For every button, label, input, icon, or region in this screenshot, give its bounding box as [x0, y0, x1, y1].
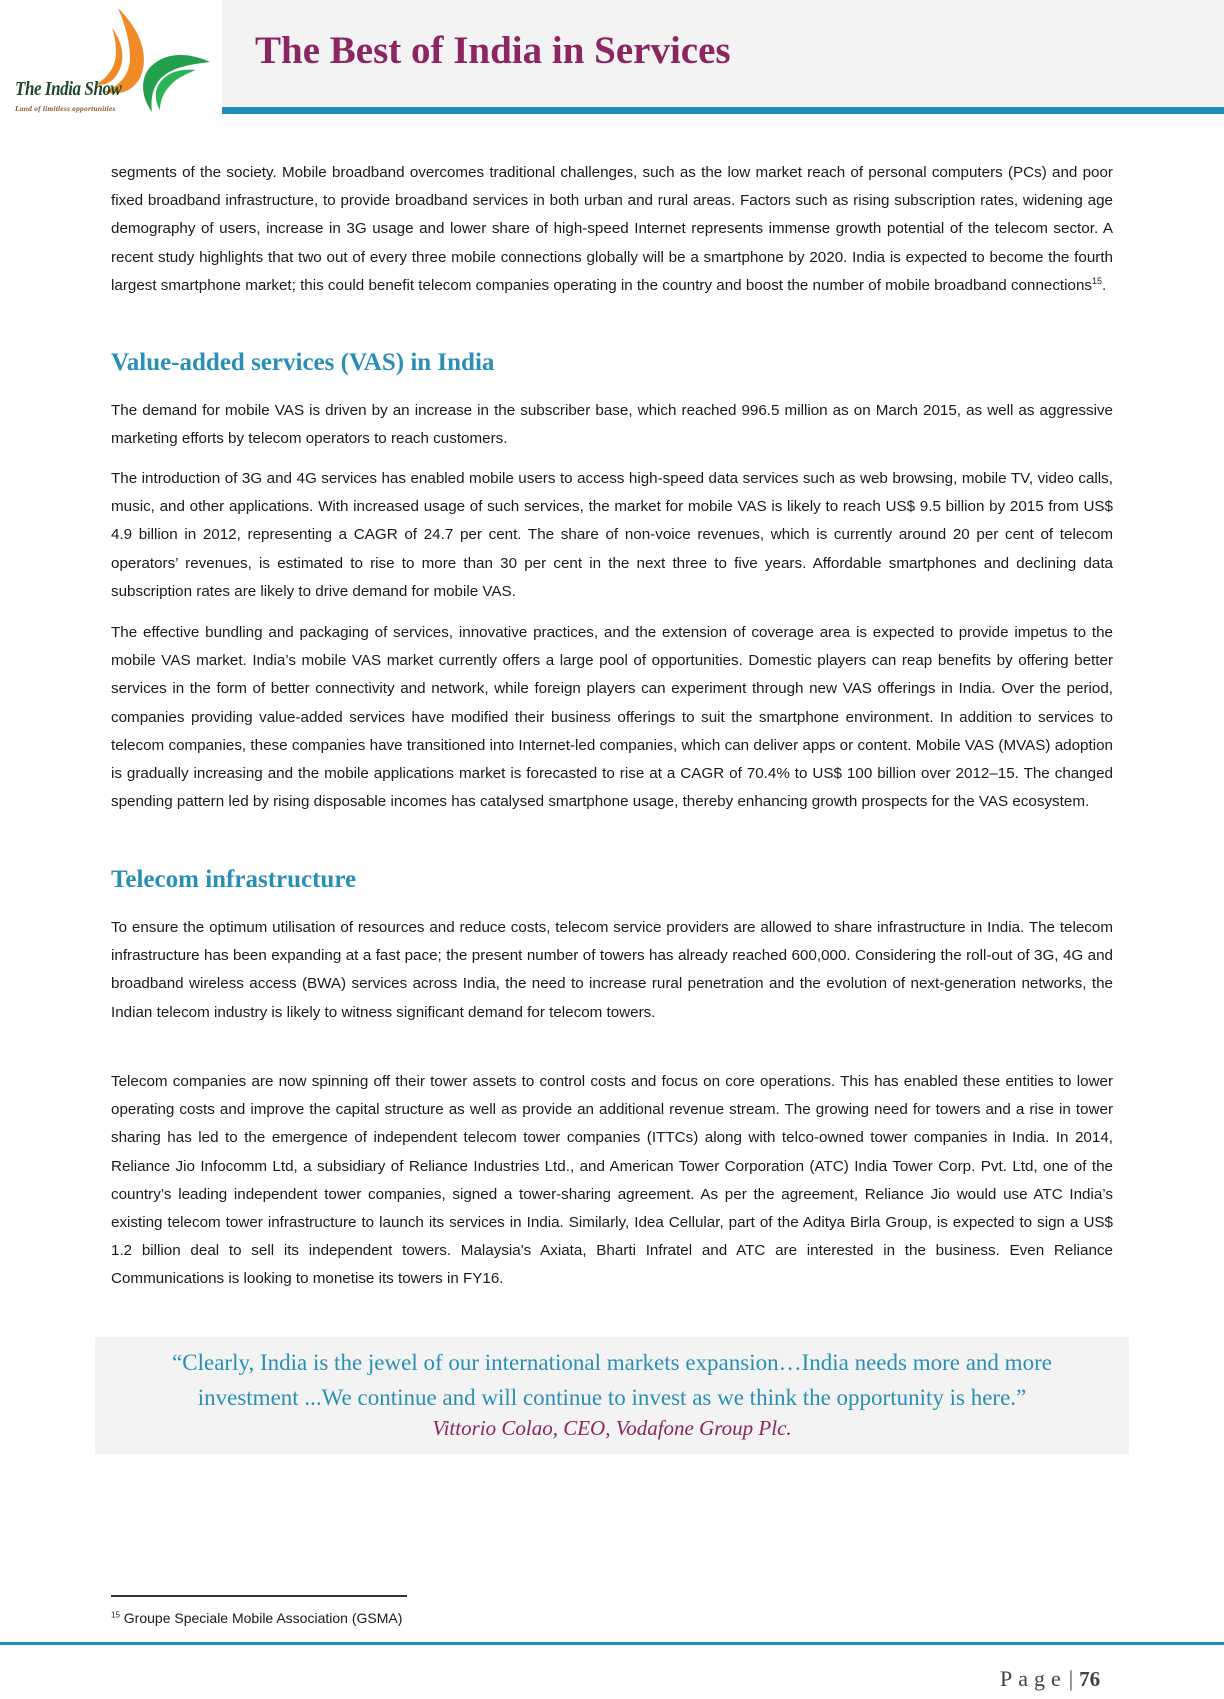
page-separator: |	[1068, 1666, 1074, 1691]
pull-quote	[95, 1337, 1129, 1454]
intro-paragraph-trailing: .	[1102, 276, 1107, 294]
page-label: Page	[1000, 1666, 1067, 1691]
footnote	[111, 1610, 402, 1626]
footnote-mark: 15	[111, 1610, 120, 1620]
quote-author: Vittorio Colao, CEO, Vodafone Group Plc.	[432, 1416, 792, 1440]
intro-paragraph	[111, 159, 1113, 300]
header-divider	[222, 107, 1224, 114]
paragraph-vas-3g4g: The introduction of 3G and 4G services has enabled mobile users to access high-speed data services such as web browsing, mobile TV, video calls, music, and other applications. With increased usage of such services, the market for mobile VAS is likely to reach US$ 9.5 billion by 2015 from US$ 4.9 billion in 2012, representing a CAGR of 24.7 per cent. The share of non-voice revenues, which is currently around 20 per cent of telecom operators’ revenues, is estimated to rise to more than 30 per cent in the next three to five years. Affordable smartphones and declining data subscription rates are likely to drive demand for mobile VAS.	[111, 470, 1113, 600]
page-number-value: 76	[1079, 1667, 1101, 1691]
footnote-text: Groupe Speciale Mobile Association (GSMA)	[123, 1610, 403, 1626]
footnote-divider	[111, 1595, 407, 1597]
quote-line-1: “Clearly, India is the jewel of our international markets expansion…India needs more and more	[172, 1350, 1052, 1375]
footer-divider	[0, 1642, 1224, 1645]
intro-paragraph-text: segments of the society. Mobile broadband overcomes traditional challenges, such as the low market reach of personal computers (PCs) and poor fixed broadband infrastructure, to provide broadband services in both urban and rural areas. Factors such as rising subscription rates, widening age demography of users, increase in 3G usage and lower share of high-speed Internet represents immense growth potential of the telecom sector. A recent study highlights that two out of every three mobile connections globally will be a smartphone by 2020. India is expected to become the fourth largest smartphone market; this could benefit telecom companies operating in the country and boost the number of mobile broadband connections	[111, 164, 1113, 294]
section-heading-telecom-infrastructure: Telecom infrastructure	[111, 866, 357, 893]
logo-name: The India Show	[15, 78, 122, 100]
footnote-reference[interactable]: 15	[1092, 275, 1103, 286]
logo-green-wing	[143, 55, 210, 112]
quote-line-2: investment ...We continue and will continue to invest as we think the opportunity is here.”	[197, 1385, 1027, 1410]
paragraph-vas-demand: The demand for mobile VAS is driven by an increase in the subscriber base, which reached 996.5 million as on March 2015, as well as aggressive marketing efforts by telecom operators to reach customers.	[111, 402, 1113, 448]
page-number	[1000, 1666, 1100, 1692]
page-title: The Best of India in Services	[255, 29, 731, 72]
quote-text	[95, 1345, 1129, 1415]
logo	[0, 0, 222, 118]
logo-tagline: Land of limitless opportunities	[15, 104, 116, 113]
paragraph-vas-bundling: The effective bundling and packaging of services, innovative practices, and the extension of coverage area is expected to provide impetus to the mobile VAS market. India’s mobile VAS market currently offers a large pool of opportunities. Domestic players can reap benefits by offering better services in the form of better connectivity and network, while foreign players can experiment through new VAS offerings in India. Over the period, companies providing value-added services have modified their business offerings to suit the smartphone environment. In addition to services to telecom companies, these companies have transitioned into Internet-led companies, which can deliver apps or content. Mobile VAS (MVAS) adoption is gradually increasing and the mobile applications market is forecasted to rise at a CAGR of 70.4% to US$ 100 billion over 2012–15. The changed spending pattern led by rising disposable incomes has catalysed smartphone usage, thereby enhancing growth prospects for the VAS ecosystem.	[111, 624, 1113, 811]
paragraph-infra-sharing: To ensure the optimum utilisation of resources and reduce costs, telecom service providers are allowed to share infrastructure in India. The telecom infrastructure has been expanding at a fast pace; the present number of towers has already reached 600,000. Considering the roll-out of 3G, 4G and broadband wireless access (BWA) services across India, the need to increase rural penetration and the evolution of next-generation networks, the Indian telecom industry is likely to witness significant demand for telecom towers.	[111, 919, 1113, 1021]
paragraph-tower-assets: Telecom companies are now spinning off their tower assets to control costs and focus on core operations. This has enabled these entities to lower operating costs and improve the capital structure as well as provide an additional revenue stream. The growing need for towers and a rise in tower sharing has led to the emergence of independent telecom tower companies (ITTCs) along with telco-owned tower companies in India. In 2014, Reliance Jio Infocomm Ltd, a subsidiary of Reliance Industries Ltd., and American Tower Corporation (ATC) India Tower Corp. Pvt. Ltd, one of the country’s leading independent tower companies, signed a tower-sharing agreement. As per the agreement, Reliance Jio would use ATC India’s existing telecom tower infrastructure to launch its services in India. Similarly, Idea Cellular, part of the Aditya Birla Group, is expected to sign a US$ 1.2 billion deal to sell its independent towers. Malaysia's Axiata, Bharti Infratel and ATC are interested in the business. Even Reliance Communications is looking to monetise its towers in FY16.	[111, 1073, 1113, 1288]
section-heading-vas: Value-added services (VAS) in India	[111, 349, 495, 376]
